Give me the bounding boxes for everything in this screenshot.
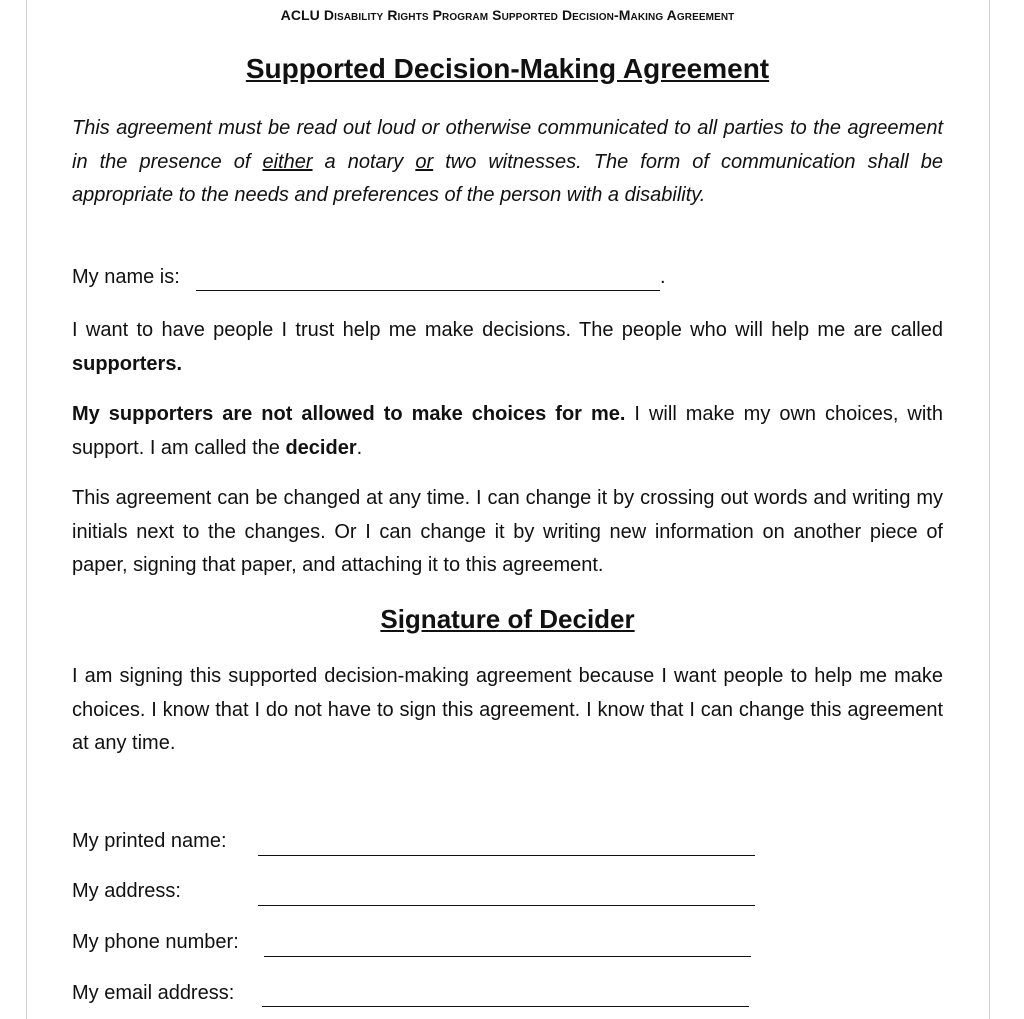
intro-text-1: This agreement must be read out loud or otherwise communicated to all parties to the agreement in the presence of <box>72 117 943 173</box>
email-line[interactable] <box>262 1006 749 1007</box>
decider-bold-word: decider <box>285 436 357 459</box>
decider-paragraph <box>72 398 943 465</box>
phone-row <box>72 931 239 961</box>
document-page <box>26 0 990 1019</box>
supporters-paragraph <box>72 314 943 381</box>
phone-line[interactable] <box>264 956 751 957</box>
address-line[interactable] <box>258 905 755 906</box>
intro-either: either <box>262 150 313 173</box>
change-paragraph: This agreement can be changed at any time. I can change it by crossing out words and writing my initials next to the changes. Or I can change it by writing new information on another piece of paper, signing that paper, and attaching it to this agreement. <box>72 487 943 576</box>
address-label: My address: <box>72 880 181 902</box>
intro-or: or <box>415 150 434 173</box>
signature-section-title: Signature of Decider <box>380 604 635 634</box>
decider-bold-statement: My supporters are not allowed to make choices for me. <box>72 403 626 425</box>
name-field-label: My name is: <box>72 266 180 288</box>
running-header: ACLU Disability Rights Program Supported Decision-Making Agreement <box>280 7 735 23</box>
email-label: My email address: <box>72 982 235 1004</box>
document-title: Supported Decision-Making Agreement <box>245 53 770 84</box>
decider-text-1: I will make my own choices, with support. I am called the <box>72 403 943 459</box>
name-field-line[interactable] <box>196 290 660 291</box>
printed-name-label: My printed name: <box>72 830 227 852</box>
decider-text-2: . <box>356 436 363 459</box>
name-field-period: . <box>660 266 666 288</box>
supporters-bold: supporters. <box>72 352 183 375</box>
phone-label: My phone number: <box>72 931 239 953</box>
printed-name-line[interactable] <box>258 855 755 856</box>
intro-paragraph <box>72 112 943 213</box>
name-field-row <box>72 266 180 296</box>
supporters-text: I want to have people I trust help me make decisions. The people who will help me are called <box>72 319 943 341</box>
signature-paragraph: I am signing this supported decision-making agreement because I want people to help me make choices. I know that I do not have to sign this agreement. I know that I can change this agreement at any time. <box>72 665 943 754</box>
intro-text-3: two witnesses. The form of communication shall be appropriate to the needs and preferences of the person with a disability. <box>72 150 943 206</box>
intro-text-2: a notary <box>312 150 416 173</box>
printed-name-row <box>72 830 227 860</box>
email-row <box>72 982 234 1012</box>
address-row <box>72 880 181 910</box>
